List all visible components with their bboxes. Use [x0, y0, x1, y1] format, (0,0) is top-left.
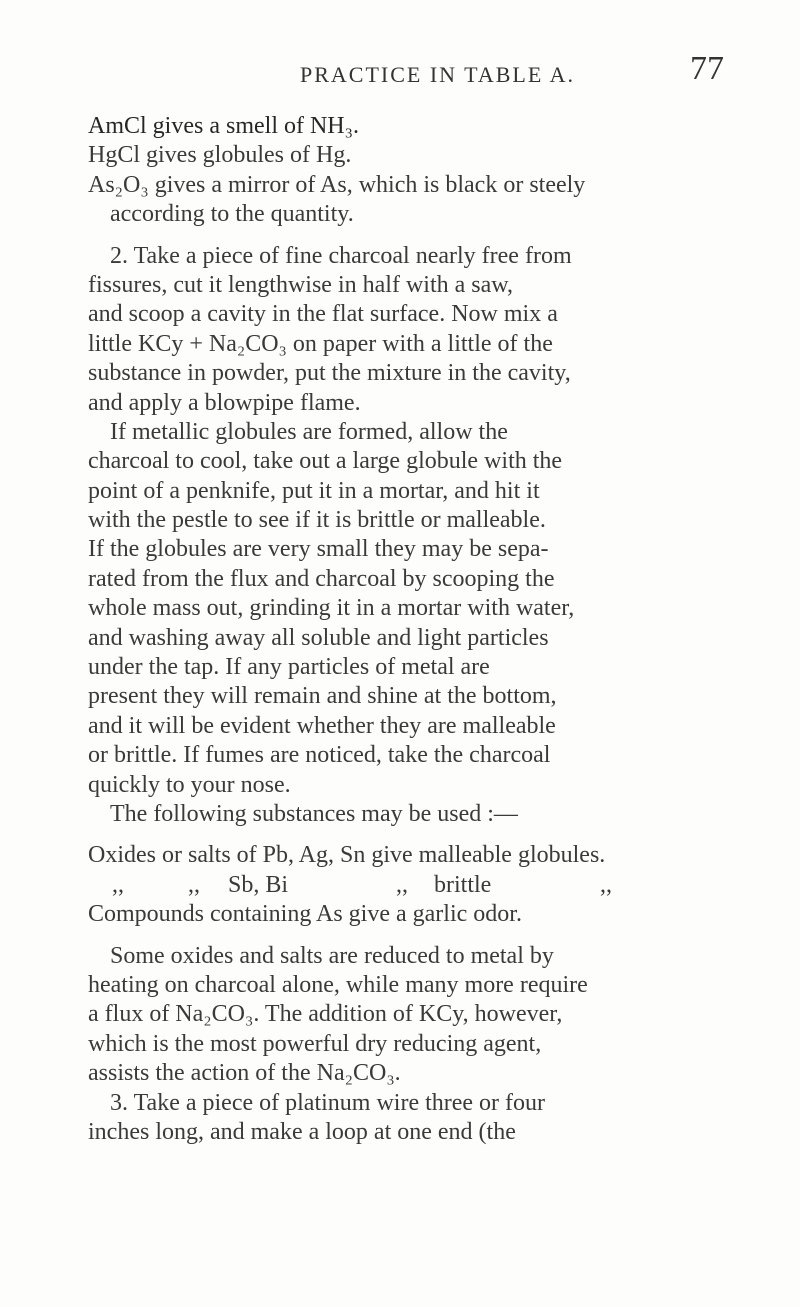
- text-line: rated from the flux and charcoal by scooping the: [88, 565, 555, 592]
- text-line: assists the action of the Na₂CO₃.: [88, 1060, 401, 1087]
- text-line: under the tap. If any particles of metal are: [88, 654, 490, 681]
- element-list: Sb, Bi: [228, 871, 289, 898]
- text-line: point of a penknife, put it in a mortar, and hit it: [88, 477, 540, 504]
- text-line: whole mass out, grinding it in a mortar with water,: [88, 595, 575, 622]
- ditto-mark: ,,: [188, 871, 200, 898]
- text-line: present they will remain and shine at the bottom,: [88, 683, 557, 710]
- text-line: a flux of Na₂CO₃. The addition of KCy, however,: [88, 1001, 563, 1028]
- running-head: PRACTICE IN TABLE A.: [300, 62, 575, 87]
- text-line: AmCl gives a smell of NH₃.: [88, 113, 360, 139]
- text-line: HgCl gives globules of Hg.: [88, 142, 352, 169]
- property-label: brittle: [434, 871, 492, 898]
- text-line: charcoal to cool, take out a large globule with the: [88, 448, 563, 475]
- text-line: quickly to your nose.: [88, 771, 291, 798]
- paragraph-start: 2. Take a piece of fine charcoal nearly free from: [110, 242, 572, 269]
- text-line: which is the most powerful dry reducing agent,: [88, 1030, 542, 1057]
- text-line: fissures, cut it lengthwise in half with a saw,: [88, 271, 514, 298]
- body-text: [88, 112, 728, 1147]
- text-line: If the globules are very small they may be sepa-: [88, 536, 549, 563]
- ditto-mark: ,,: [112, 871, 124, 898]
- ditto-mark: ,,: [396, 871, 408, 898]
- text-line: or brittle. If fumes are noticed, take the charcoal: [88, 742, 551, 769]
- text-line: little KCy + Na₂CO₃ on paper with a little of the: [88, 330, 553, 357]
- text-line: according to the quantity.: [110, 201, 354, 228]
- text-line: inches long, and make a loop at one end (the: [88, 1118, 516, 1145]
- paragraph-start: 3. Take a piece of platinum wire three or four: [110, 1089, 546, 1116]
- list-item: Compounds containing As give a garlic odor.: [88, 901, 522, 928]
- ditto-mark: ,,: [600, 871, 612, 898]
- text-line: and scoop a cavity in the flat surface. Now mix a: [88, 301, 558, 328]
- page-header: [0, 50, 800, 96]
- list-item: [88, 871, 728, 900]
- text-line: and apply a blowpipe flame.: [88, 389, 361, 416]
- paragraph-start: The following substances may be used :—: [110, 800, 518, 827]
- paragraph-start: If metallic globules are formed, allow the: [110, 418, 508, 445]
- list-item: Oxides or salts of Pb, Ag, Sn give malleable globules.: [88, 842, 606, 869]
- text-line: and it will be evident whether they are malleable: [88, 712, 556, 739]
- text-line: with the pestle to see if it is brittle or malleable.: [88, 507, 546, 534]
- text-line: substance in powder, put the mixture in the cavity,: [88, 360, 571, 387]
- paragraph-start: Some oxides and salts are reduced to metal by: [110, 942, 554, 969]
- page-number: 77: [690, 50, 724, 87]
- text-line: and washing away all soluble and light particles: [88, 624, 549, 651]
- text-line: As₂O₃ gives a mirror of As, which is black or steely: [88, 171, 586, 198]
- text-line: heating on charcoal alone, while many more require: [88, 971, 588, 998]
